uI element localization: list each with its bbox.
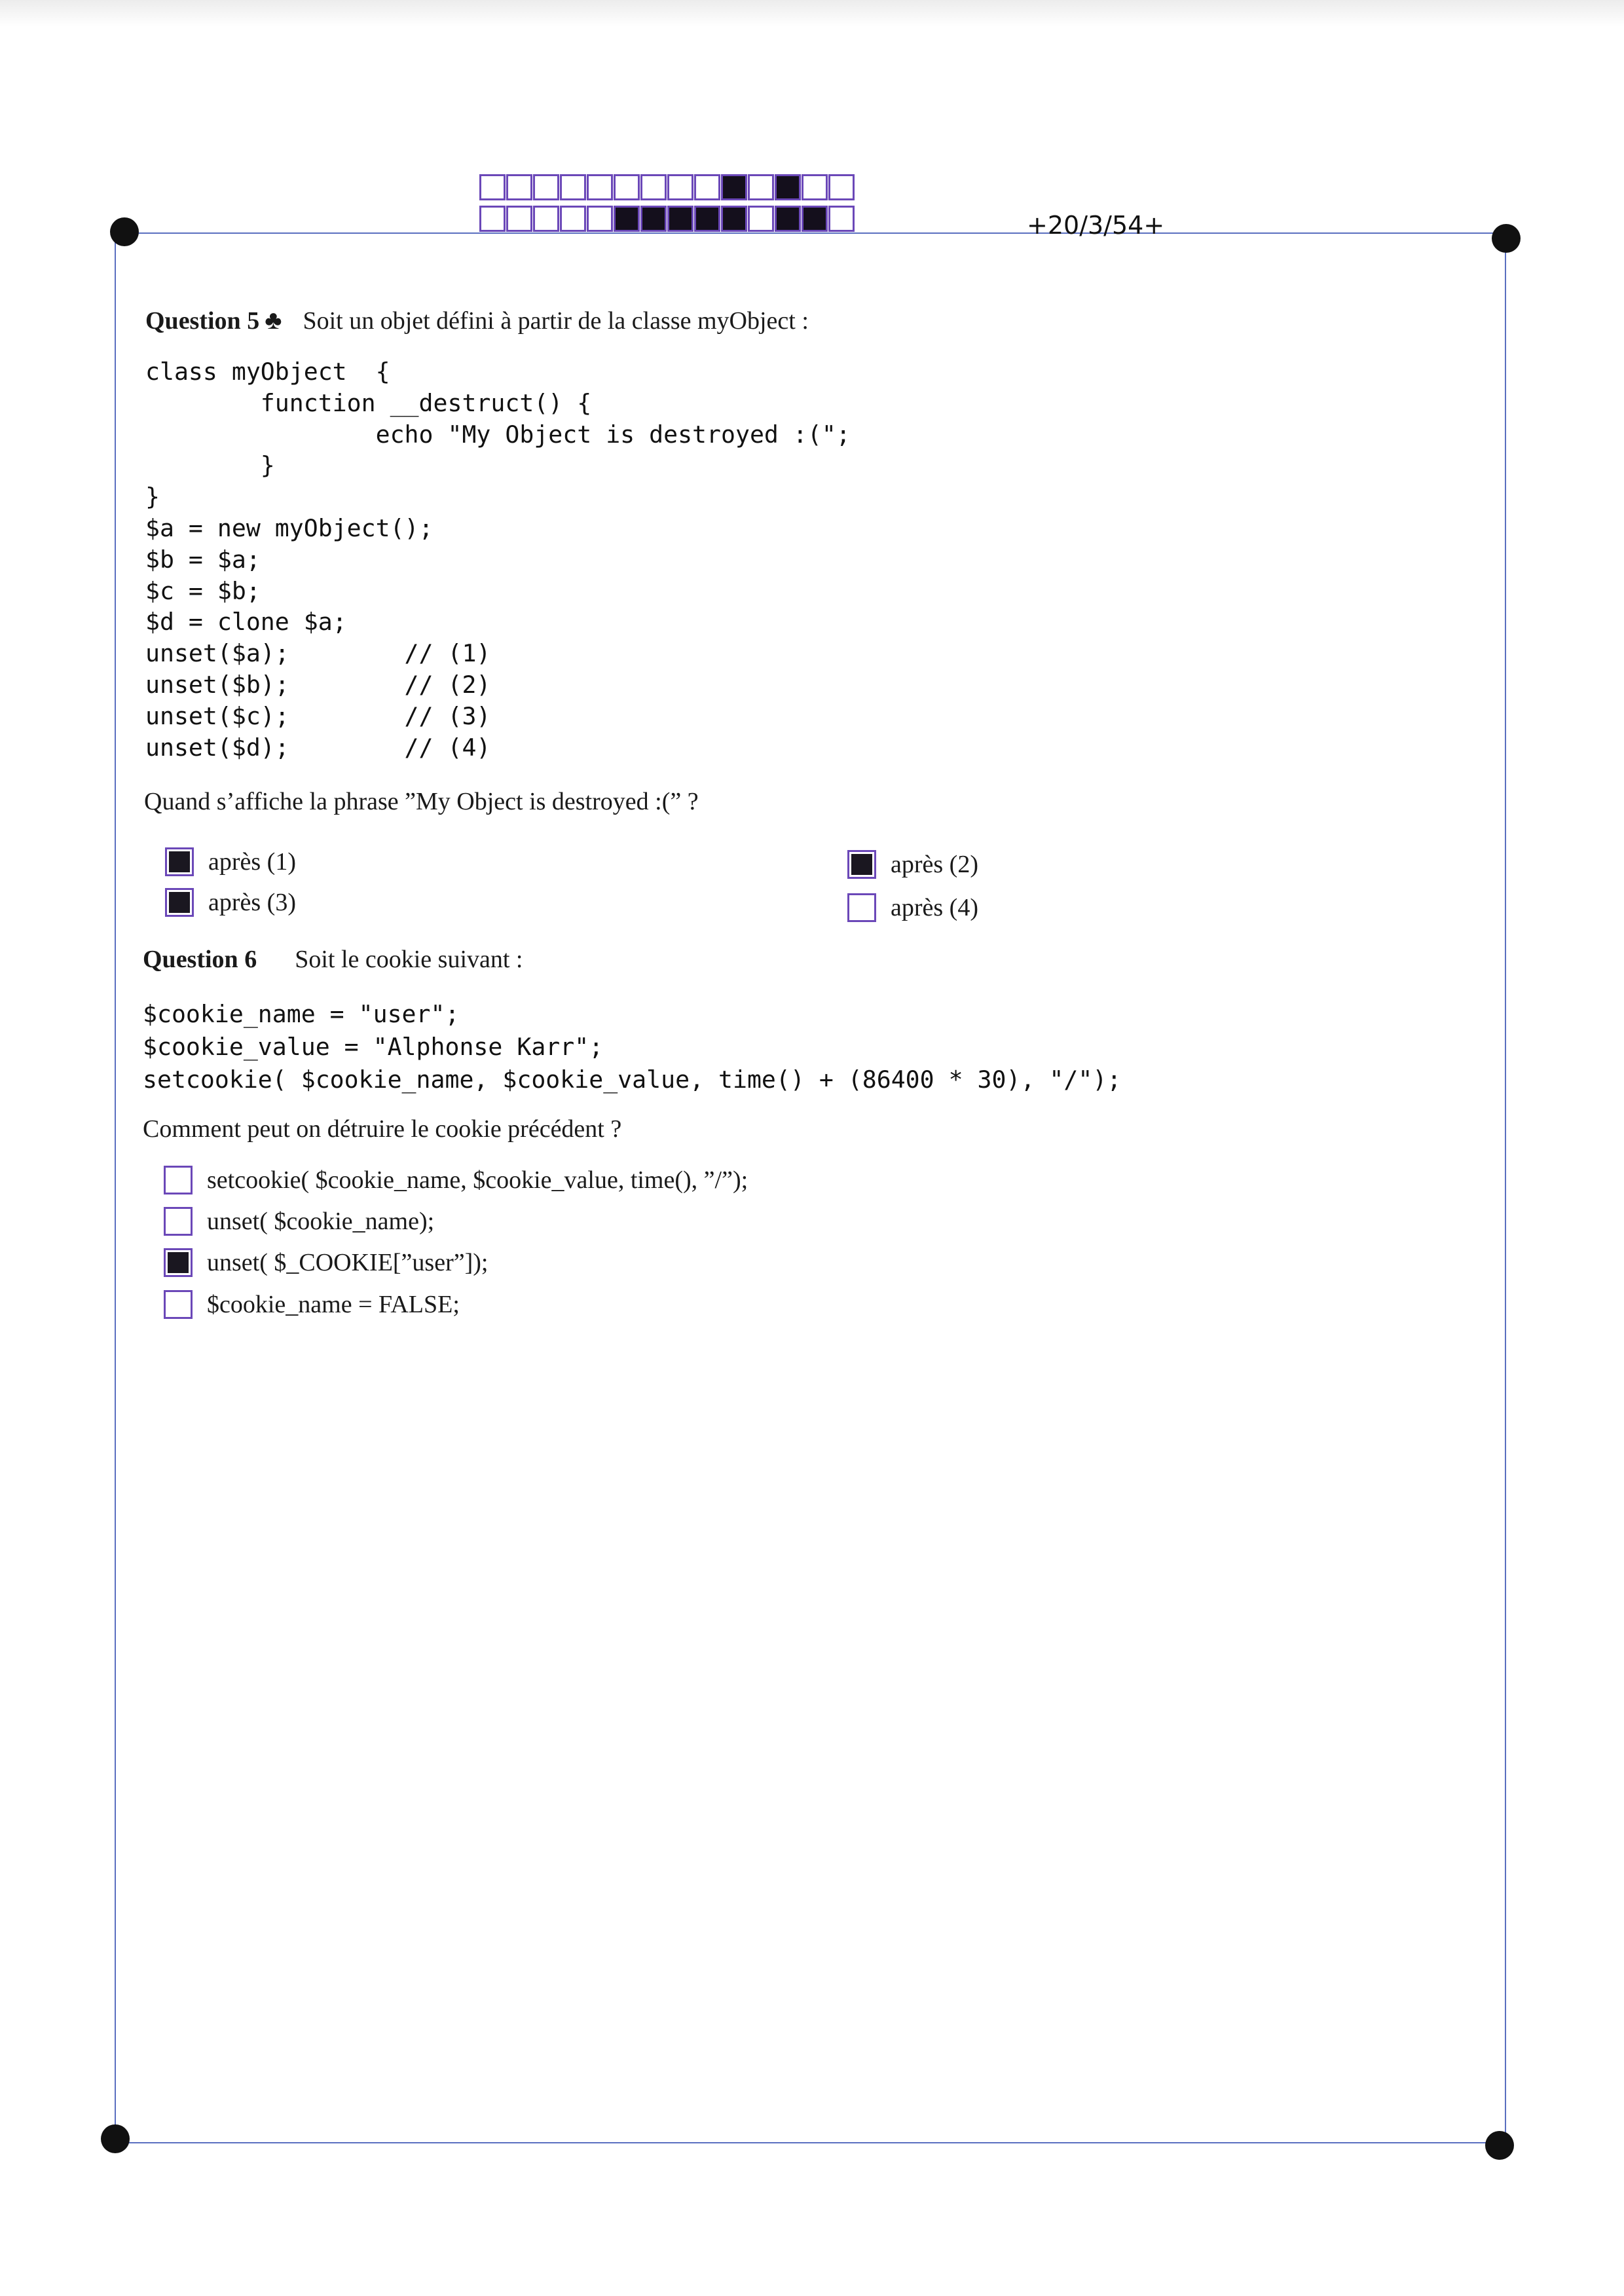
question-5-answer-4[interactable] [847, 893, 978, 922]
answer-checkbox[interactable] [164, 1290, 193, 1319]
question-5-answer-3[interactable] [165, 888, 296, 917]
frame-right-line [1505, 237, 1506, 2143]
corner-marker-bottom-right [1485, 2131, 1514, 2160]
question-5-answer-1[interactable] [165, 847, 296, 876]
answer-label: après (1) [208, 848, 296, 876]
question-5-prompt: Quand s’affiche la phrase ”My Object is destroyed :(” ? [144, 788, 699, 815]
id-cell-filled [694, 206, 720, 232]
student-id-row-2 [479, 206, 855, 232]
id-cell-empty [802, 174, 828, 200]
corner-marker-top-right [1492, 224, 1521, 253]
id-cell-empty [533, 174, 559, 200]
question-5-code-block: class myObject { function __destruct() { echo "My Object is destroyed :("; } } $a = new myObject(); $b = $a; $c = $b; $d = clone $a; unset($a); // (1) unset($b); // (2) unset($c); // (3) unset($d); // (4) [145, 358, 851, 762]
answer-checkbox-checked[interactable] [165, 847, 194, 876]
id-cell-empty [479, 174, 506, 200]
id-cell-empty [748, 174, 774, 200]
answer-label: setcookie( $cookie_name, $cookie_value, time(), ”/”); [207, 1166, 748, 1194]
id-cell-filled [775, 206, 801, 232]
question-5-text: Soit un objet défini à partir de la classe myObject : [303, 307, 809, 335]
frame-bottom-line [115, 2142, 1500, 2143]
id-cell-empty [560, 174, 586, 200]
answer-checkbox-checked[interactable] [847, 850, 876, 879]
scan-edge [0, 0, 1624, 26]
question-6-prompt: Comment peut on détruire le cookie précédent ? [143, 1115, 622, 1143]
answer-label: unset( $cookie_name); [207, 1208, 435, 1235]
question-6-header [143, 945, 523, 974]
id-cell-empty [828, 206, 855, 232]
answer-label: après (4) [891, 894, 978, 921]
question-5-title: Question 5 [145, 307, 260, 335]
question-6-answer-2[interactable] [164, 1207, 434, 1236]
id-cell-empty [694, 174, 720, 200]
id-cell-empty [560, 206, 586, 232]
club-icon: ♣ [265, 305, 282, 335]
id-cell-filled [721, 174, 747, 200]
id-cell-filled [721, 206, 747, 232]
answer-checkbox-checked[interactable] [165, 888, 194, 917]
id-cell-filled [667, 206, 693, 232]
id-cell-filled [640, 206, 667, 232]
answer-label: unset( $_COOKIE[”user”]); [207, 1249, 489, 1276]
id-cell-empty [614, 174, 640, 200]
question-6-code-block: $cookie_name = "user"; $cookie_value = "Alphonse Karr"; setcookie( $cookie_name, $cookie_value, time() + (86400 * 30), "/"); [143, 1000, 1122, 1094]
question-6-answer-3[interactable] [164, 1248, 488, 1277]
question-6-text: Soit le cookie suivant : [295, 946, 523, 973]
frame-top-line [124, 232, 1506, 234]
id-cell-empty [506, 206, 532, 232]
corner-marker-top-left [110, 217, 139, 246]
answer-checkbox-checked[interactable] [164, 1248, 193, 1277]
answer-label: après (2) [891, 851, 978, 878]
corner-marker-bottom-left [101, 2124, 130, 2153]
id-cell-empty [587, 174, 613, 200]
id-cell-empty [479, 206, 506, 232]
question-6-answer-1[interactable] [164, 1166, 748, 1194]
answer-checkbox[interactable] [847, 893, 876, 922]
id-cell-filled [614, 206, 640, 232]
id-cell-empty [828, 174, 855, 200]
question-5-header [145, 305, 809, 335]
answer-checkbox[interactable] [164, 1207, 193, 1236]
id-cell-empty [640, 174, 667, 200]
question-6-answer-4[interactable] [164, 1290, 460, 1319]
answer-label: après (3) [208, 889, 296, 916]
question-5-answer-2[interactable] [847, 850, 978, 879]
id-cell-filled [775, 174, 801, 200]
id-cell-empty [506, 174, 532, 200]
id-cell-empty [533, 206, 559, 232]
question-6-title: Question 6 [143, 946, 257, 973]
id-cell-empty [748, 206, 774, 232]
student-id-row-1 [479, 174, 855, 200]
frame-left-line [115, 232, 116, 2142]
id-cell-empty [587, 206, 613, 232]
answer-checkbox[interactable] [164, 1166, 193, 1194]
answer-label: $cookie_name = FALSE; [207, 1291, 460, 1318]
page-code: +20/3/54+ [1027, 211, 1165, 240]
id-cell-empty [667, 174, 693, 200]
id-cell-filled [802, 206, 828, 232]
